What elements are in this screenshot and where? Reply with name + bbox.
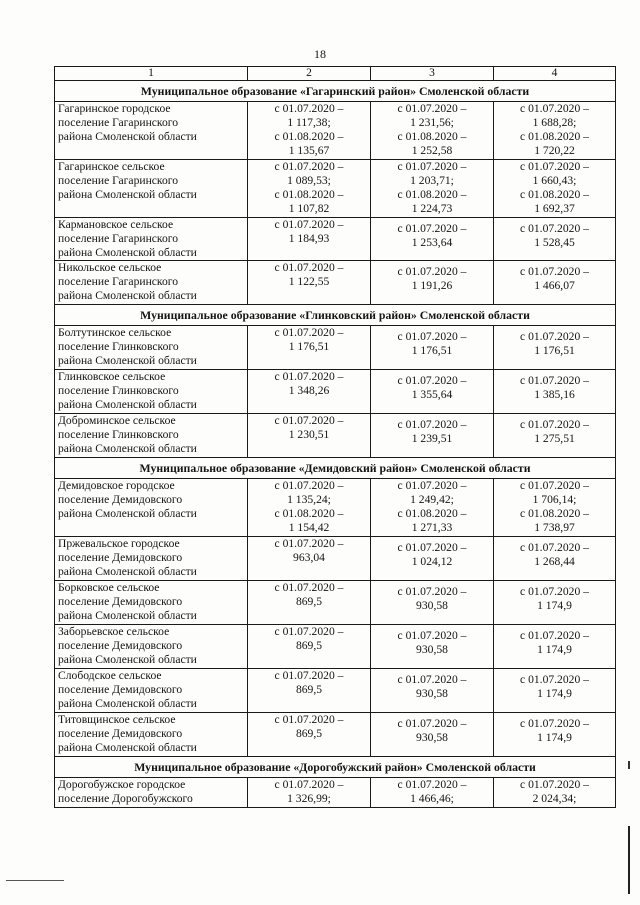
tariff-value-line: 1 268,44 — [534, 555, 575, 568]
settlement-name-line: поселение Глинковского — [58, 340, 179, 353]
tariff-value-line: с 01.07.2020 – — [274, 414, 344, 427]
tariff-value-line: 1 466,07 — [534, 279, 575, 292]
settlement-name-cell — [55, 669, 248, 713]
tariff-value-line: 1 252,58 — [411, 144, 453, 157]
tariff-value-cell — [371, 479, 494, 537]
settlement-name-line: Пржевальское городское — [58, 537, 180, 550]
section-header-row — [55, 305, 616, 326]
settlement-name-line: поселение Гагаринского — [58, 275, 179, 288]
settlement-name-line: поселение Демидовского — [58, 551, 183, 564]
tariff-value-line: с 01.07.2020 – — [520, 585, 589, 598]
tariff-value-cell — [494, 414, 616, 458]
section-header-row — [55, 81, 616, 102]
tariff-value-line: 1 688,28; — [532, 116, 577, 129]
tariff-value-line: с 01.07.2020 – — [397, 160, 467, 173]
tariff-value-line: 1 117,38; — [287, 116, 331, 129]
tariff-value-line: с 01.08.2020 – — [397, 130, 467, 143]
tariff-value-line: 963,04 — [293, 551, 325, 564]
tariff-value-line: 1 224,73 — [411, 202, 453, 215]
settlement-name-line: района Смоленской области — [58, 246, 197, 259]
settlement-name-cell — [55, 261, 248, 305]
tariff-value-cell — [371, 625, 494, 669]
tariff-value-line: 1 176,51 — [534, 344, 575, 357]
tariff-value-line: 869,5 — [295, 727, 323, 740]
table-row — [55, 537, 616, 581]
table-row — [55, 414, 616, 458]
tariff-value-line: с 01.07.2020 – — [397, 222, 467, 235]
tariff-value-cell — [494, 581, 616, 625]
settlement-name-line: Болтутинское сельское — [58, 326, 172, 339]
tariff-value-line: 1 122,55 — [288, 275, 330, 288]
page-number: 18 — [314, 47, 326, 61]
tariff-value-line: 1 692,37 — [534, 202, 575, 215]
footer-rule — [6, 880, 64, 881]
tariff-value-line: с 01.07.2020 – — [520, 374, 589, 387]
tariff-value-line: с 01.07.2020 – — [520, 160, 589, 173]
column-number: 2 — [248, 67, 371, 81]
tariff-value-line: 1 385,16 — [534, 388, 575, 401]
tariff-value-line: с 01.08.2020 – — [274, 130, 344, 143]
settlement-name-cell — [55, 479, 248, 537]
tariff-value-line: с 01.07.2020 – — [520, 717, 589, 730]
tariff-value-line: 1 720,22 — [534, 144, 575, 157]
tariff-value-line: с 01.07.2020 – — [397, 479, 467, 492]
tariff-value-cell — [371, 102, 494, 160]
tariff-value-cell — [494, 261, 616, 305]
tariff-value-line: 1 466,46; — [410, 792, 454, 805]
settlement-name-line: района Смоленской области — [58, 289, 197, 302]
tariff-value-cell — [248, 713, 371, 757]
tariff-value-cell — [494, 479, 616, 537]
tariff-value-line: с 01.07.2020 – — [274, 160, 344, 173]
table-row — [55, 160, 616, 218]
settlement-name-cell — [55, 160, 248, 218]
tariff-value-line: с 01.07.2020 – — [274, 102, 344, 115]
tariff-value-cell — [371, 778, 494, 808]
tariff-value-line: 1 174,9 — [537, 599, 572, 612]
settlement-name-line: поселение Демидовского — [58, 493, 183, 506]
tariff-value-line: 1 024,12 — [411, 555, 453, 568]
settlement-name-line: района Смоленской области — [58, 653, 197, 666]
tariff-value-line: с 01.07.2020 – — [274, 218, 344, 231]
table-body — [55, 67, 616, 808]
tariff-value-line: с 01.08.2020 – — [274, 188, 344, 201]
tariff-value-cell — [371, 669, 494, 713]
tariff-value-line: 1 249,42; — [410, 493, 454, 506]
settlement-name-cell — [55, 218, 248, 261]
tariff-value-line: с 01.07.2020 – — [274, 537, 344, 550]
settlement-name-line: района Смоленской области — [58, 741, 197, 754]
tariff-value-line: с 01.07.2020 – — [397, 585, 467, 598]
settlement-name-line: района Смоленской области — [58, 354, 197, 367]
tariff-value-line: 930,58 — [416, 731, 448, 744]
tariff-value-line: с 01.07.2020 – — [397, 265, 467, 278]
tariff-value-line: 1 176,51 — [411, 344, 453, 357]
settlement-name-line: поселение Демидовского — [58, 727, 183, 740]
tariff-value-cell — [248, 778, 371, 808]
settlement-name-line: Доброминское сельское — [58, 414, 176, 427]
tariff-value-line: 2 024,34; — [532, 792, 577, 805]
settlement-name-line: поселение Глинковского — [58, 428, 179, 441]
tariff-value-line: 930,58 — [416, 643, 448, 656]
settlement-name-line: Гагаринское городское — [58, 102, 171, 115]
scan-mark — [628, 761, 630, 769]
tariff-value-line: 1 089,53; — [287, 174, 331, 187]
settlement-name-cell — [55, 102, 248, 160]
tariff-value-line: 869,5 — [295, 595, 323, 608]
settlement-name-line: поселение Демидовского — [58, 683, 183, 696]
tariff-value-line: 1 174,9 — [537, 643, 572, 656]
tariff-value-line: 1 706,14; — [532, 493, 577, 506]
section-title: Муниципальное образование «Дорогобужский район» Смоленской области — [55, 757, 616, 778]
tariff-value-line: с 01.07.2020 – — [397, 778, 467, 791]
settlement-name-line: района Смоленской области — [58, 188, 197, 201]
tariff-value-cell — [371, 370, 494, 414]
tariff-value-cell — [248, 625, 371, 669]
column-number: 1 — [55, 67, 248, 81]
tariff-value-cell — [248, 479, 371, 537]
tariff-table — [54, 66, 616, 808]
settlement-name-line: района Смоленской области — [58, 697, 197, 710]
tariff-value-cell — [494, 326, 616, 370]
tariff-value-line: 1 355,64 — [411, 388, 453, 401]
settlement-name-line: поселение Глинковского — [58, 384, 179, 397]
tariff-value-cell — [248, 218, 371, 261]
tariff-value-line: с 01.07.2020 – — [397, 629, 467, 642]
tariff-value-line: с 01.07.2020 – — [520, 673, 589, 686]
table-row — [55, 261, 616, 305]
settlement-name-line: района Смоленской области — [58, 442, 197, 455]
table-row — [55, 370, 616, 414]
tariff-value-line: с 01.08.2020 – — [274, 507, 344, 520]
settlement-name-line: поселение Демидовского — [58, 595, 183, 608]
settlement-name-line: района Смоленской области — [58, 398, 197, 411]
tariff-value-line: 1 239,51 — [411, 432, 453, 445]
tariff-value-cell — [371, 261, 494, 305]
tariff-value-line: 1 271,33 — [411, 521, 453, 534]
tariff-value-cell — [371, 713, 494, 757]
table-row — [55, 218, 616, 261]
tariff-value-cell — [248, 414, 371, 458]
table-row — [55, 479, 616, 537]
tariff-value-line: с 01.07.2020 – — [274, 326, 344, 339]
table-row — [55, 669, 616, 713]
tariff-value-line: с 01.07.2020 – — [520, 479, 589, 492]
tariff-value-line: 1 135,67 — [288, 144, 330, 157]
settlement-name-line: поселение Гагаринского — [58, 174, 179, 187]
tariff-value-line: 869,5 — [295, 683, 323, 696]
settlement-name-line: района Смоленской области — [58, 130, 197, 143]
tariff-value-line: 1 176,51 — [288, 340, 330, 353]
tariff-value-cell — [371, 581, 494, 625]
section-header-row — [55, 458, 616, 479]
settlement-name-line: Борковское сельское — [58, 581, 160, 594]
tariff-value-line: 1 174,9 — [537, 731, 572, 744]
tariff-value-line: с 01.07.2020 – — [274, 261, 344, 274]
tariff-value-cell — [248, 102, 371, 160]
tariff-value-cell — [494, 713, 616, 757]
settlement-name-cell — [55, 326, 248, 370]
tariff-value-cell — [248, 537, 371, 581]
tariff-value-line: с 01.07.2020 – — [274, 370, 344, 383]
section-title: Муниципальное образование «Глинковский район» Смоленской области — [55, 305, 616, 326]
tariff-value-line: с 01.07.2020 – — [520, 265, 589, 278]
tariff-value-line: 1 326,99; — [287, 792, 331, 805]
settlement-name-line: района Смоленской области — [58, 565, 197, 578]
tariff-value-cell — [494, 218, 616, 261]
tariff-value-cell — [248, 370, 371, 414]
tariff-value-line: с 01.07.2020 – — [397, 374, 467, 387]
tariff-value-line: с 01.07.2020 – — [397, 330, 467, 343]
tariff-value-cell — [248, 261, 371, 305]
tariff-value-line: с 01.07.2020 – — [520, 222, 589, 235]
settlement-name-line: Кармановское сельское — [58, 218, 174, 231]
settlement-name-cell — [55, 537, 248, 581]
tariff-value-line: 1 528,45 — [534, 236, 575, 249]
tariff-value-line: 1 191,26 — [411, 279, 453, 292]
settlement-name-line: Глинковское сельское — [58, 370, 166, 383]
tariff-value-line: с 01.08.2020 – — [520, 188, 589, 201]
tariff-value-line: с 01.07.2020 – — [397, 717, 467, 730]
tariff-value-line: с 01.07.2020 – — [520, 541, 589, 554]
column-numbers-row — [55, 67, 616, 81]
tariff-value-line: 1 203,71; — [410, 174, 454, 187]
table-row — [55, 102, 616, 160]
settlement-name-line: Гагаринское сельское — [58, 160, 165, 173]
tariff-value-cell — [494, 102, 616, 160]
settlement-name-line: Титовщинское сельское — [58, 713, 176, 726]
tariff-value-line: с 01.07.2020 – — [274, 778, 344, 791]
tariff-value-line: 930,58 — [416, 687, 448, 700]
tariff-value-line: 869,5 — [295, 639, 323, 652]
tariff-value-cell — [494, 160, 616, 218]
tariff-value-line: 1 660,43; — [532, 174, 577, 187]
table-row — [55, 326, 616, 370]
tariff-value-cell — [371, 160, 494, 218]
tariff-value-line: с 01.07.2020 – — [274, 669, 344, 682]
tariff-value-line: 1 275,51 — [534, 432, 575, 445]
tariff-value-cell — [494, 625, 616, 669]
tariff-value-line: 1 107,82 — [288, 202, 330, 215]
settlement-name-cell — [55, 414, 248, 458]
tariff-value-line: с 01.08.2020 – — [397, 188, 467, 201]
table-row — [55, 778, 616, 808]
tariff-value-line: 1 738,97 — [534, 521, 575, 534]
settlement-name-line: района Смоленской области — [58, 609, 197, 622]
settlement-name-cell — [55, 713, 248, 757]
settlement-name-line: поселение Гагаринского — [58, 232, 179, 245]
tariff-value-line: 1 348,26 — [288, 384, 330, 397]
tariff-value-line: 1 230,51 — [288, 428, 330, 441]
tariff-value-line: 930,58 — [416, 599, 448, 612]
column-number: 3 — [371, 67, 494, 81]
tariff-value-line: с 01.07.2020 – — [397, 541, 467, 554]
tariff-value-line: 1 174,9 — [537, 687, 572, 700]
section-header-row — [55, 757, 616, 778]
tariff-value-line: с 01.07.2020 – — [274, 625, 344, 638]
section-title: Муниципальное образование «Демидовский район» Смоленской области — [55, 458, 616, 479]
settlement-name-line: Никольское сельское — [58, 261, 162, 274]
tariff-value-line: с 01.07.2020 – — [397, 673, 467, 686]
tariff-value-line: с 01.08.2020 – — [397, 507, 467, 520]
tariff-value-cell — [494, 370, 616, 414]
tariff-value-line: с 01.07.2020 – — [274, 581, 344, 594]
settlement-name-line: Дорогобужское городское — [58, 778, 186, 791]
tariff-value-line: с 01.08.2020 – — [520, 507, 589, 520]
tariff-value-cell — [371, 326, 494, 370]
tariff-value-line: с 01.07.2020 – — [520, 778, 589, 791]
table-row — [55, 713, 616, 757]
tariff-value-line: с 01.07.2020 – — [520, 418, 589, 431]
tariff-value-line: с 01.07.2020 – — [274, 479, 344, 492]
settlement-name-line: поселение Демидовского — [58, 639, 183, 652]
tariff-value-cell — [248, 326, 371, 370]
section-title: Муниципальное образование «Гагаринский район» Смоленской области — [55, 81, 616, 102]
tariff-value-line: 1 184,93 — [288, 232, 330, 245]
settlement-name-line: поселение Гагаринского — [58, 116, 179, 129]
tariff-value-line: с 01.07.2020 – — [397, 102, 467, 115]
tariff-value-cell — [248, 669, 371, 713]
tariff-value-line: с 01.07.2020 – — [274, 713, 344, 726]
settlement-name-line: поселение Дорогобужского — [58, 792, 193, 805]
table-row — [55, 581, 616, 625]
tariff-value-line: 1 135,24; — [287, 493, 331, 506]
settlement-name-line: Демидовское городское — [58, 479, 175, 492]
tariff-value-line: 1 231,56; — [410, 116, 454, 129]
tariff-value-line: 1 253,64 — [411, 236, 453, 249]
settlement-name-line: Заборьевское сельское — [58, 625, 170, 638]
tariff-value-cell — [371, 218, 494, 261]
settlement-name-cell — [55, 581, 248, 625]
tariff-value-cell — [494, 778, 616, 808]
scan-mark — [628, 826, 630, 894]
settlement-name-line: района Смоленской области — [58, 507, 197, 520]
tariff-value-line: 1 154,42 — [288, 521, 330, 534]
tariff-value-cell — [248, 160, 371, 218]
tariff-value-cell — [248, 581, 371, 625]
tariff-value-line: с 01.07.2020 – — [520, 330, 589, 343]
settlement-name-cell — [55, 625, 248, 669]
settlement-name-line: Слободское сельское — [58, 669, 162, 682]
tariff-value-line: с 01.07.2020 – — [397, 418, 467, 431]
tariff-value-line: с 01.07.2020 – — [520, 629, 589, 642]
settlement-name-cell — [55, 370, 248, 414]
tariff-value-cell — [494, 669, 616, 713]
tariff-value-cell — [494, 537, 616, 581]
tariff-value-line: с 01.08.2020 – — [520, 130, 589, 143]
tariff-value-line: с 01.07.2020 – — [520, 102, 589, 115]
table-row — [55, 625, 616, 669]
tariff-value-cell — [371, 537, 494, 581]
tariff-value-cell — [371, 414, 494, 458]
settlement-name-cell — [55, 778, 248, 808]
column-number: 4 — [494, 67, 616, 81]
